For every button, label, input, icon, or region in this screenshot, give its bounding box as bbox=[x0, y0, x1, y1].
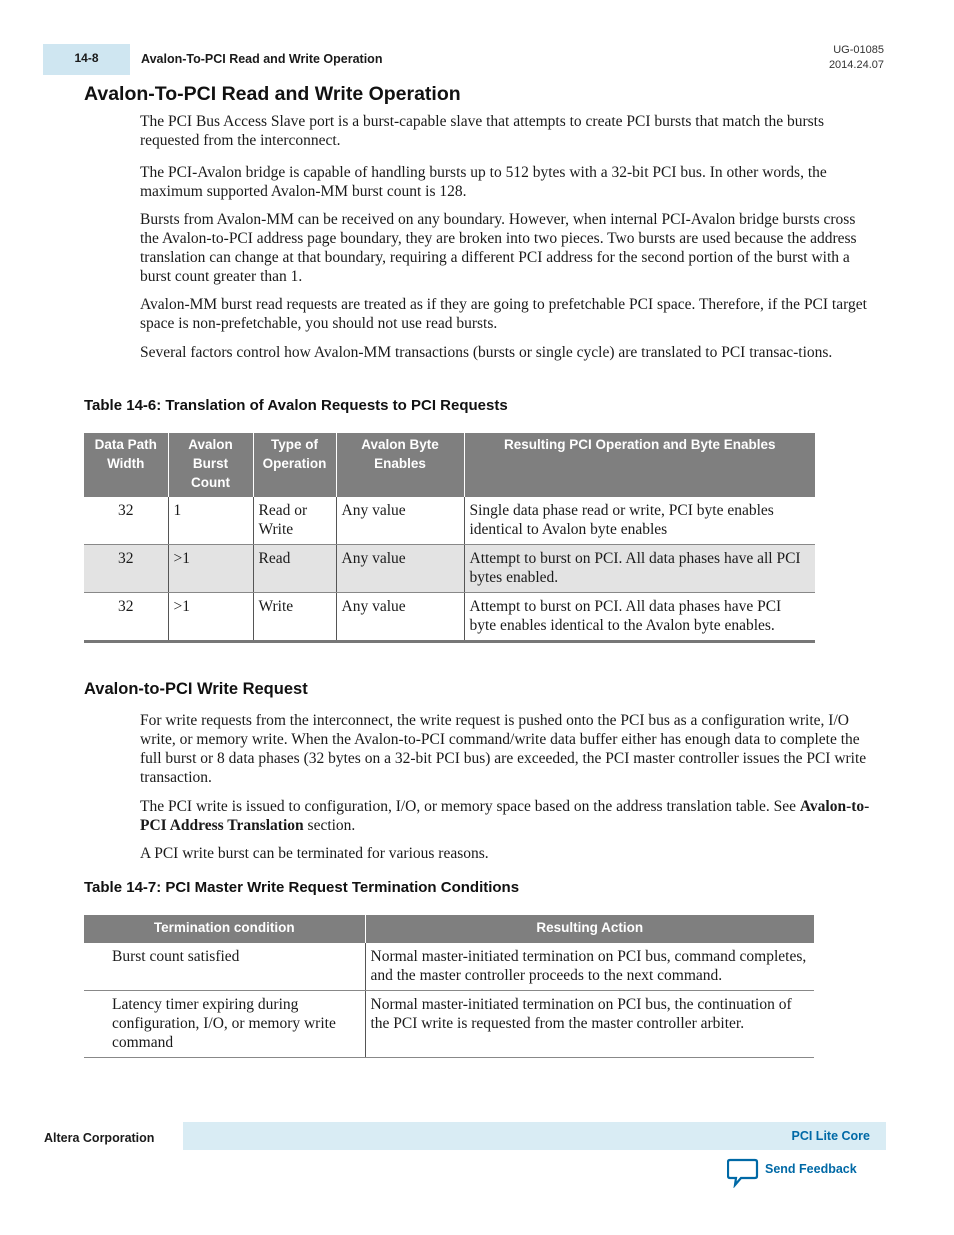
table-cell: Read or Write bbox=[253, 497, 336, 545]
footer-band bbox=[183, 1122, 886, 1150]
column-header: Resulting PCI Operation and Byte Enables bbox=[464, 433, 815, 497]
table-cell: Normal master-initiated termination on PCI bus, the continuation of the PCI write is requested from the master controller arbiter. bbox=[365, 991, 814, 1058]
paragraph: The PCI-Avalon bridge is capable of handling bursts up to 512 bytes with a 32-bit PCI bus. In other words, the maximum supported Avalon-MM burst count is 128. bbox=[140, 164, 827, 200]
speech-bubble-icon[interactable] bbox=[727, 1158, 759, 1188]
paragraph: A PCI write burst can be terminated for various reasons. bbox=[140, 845, 489, 862]
paragraph: Several factors control how Avalon-MM transactions (bursts or single cycle) are translated to PCI transac-tions. bbox=[140, 344, 833, 361]
column-header: Avalon Byte Enables bbox=[336, 433, 464, 497]
table-cell: Attempt to burst on PCI. All data phases have all PCI bytes enabled. bbox=[464, 545, 815, 593]
paragraph: For write requests from the interconnect, the write request is pushed onto the PCI bus as a configuration write, I/O write, or memory write. When the Avalon-to-PCI command/write data buffer either has enough data to complete the full burst or 8 data phases (32 bytes on a 32-bit PCI bus) are exceeded, the PCI master controller issues the PCI write transaction. bbox=[140, 712, 867, 786]
table-cell: Single data phase read or write, PCI byte enables identical to Avalon byte enables bbox=[464, 497, 815, 545]
table-cell: Burst count satisfied bbox=[84, 943, 365, 991]
table-cell: Any value bbox=[336, 593, 464, 642]
table-cell: Any value bbox=[336, 545, 464, 593]
column-header: Type of Operation bbox=[253, 433, 336, 497]
table-cell: Read bbox=[253, 545, 336, 593]
table-cell: Normal master-initiated termination on PCI bus, command completes, and the master controller proceeds to the next command. bbox=[365, 943, 814, 991]
column-header: Avalon Burst Count bbox=[168, 433, 253, 497]
table-cell: >1 bbox=[168, 593, 253, 642]
doc-id: UG-01085 bbox=[833, 44, 884, 56]
column-header: Resulting Action bbox=[365, 915, 814, 943]
table-row bbox=[84, 593, 815, 642]
running-title: Avalon-To-PCI Read and Write Operation bbox=[141, 52, 383, 66]
page-number: 14-8 bbox=[74, 51, 99, 65]
table-cell: >1 bbox=[168, 545, 253, 593]
send-feedback-link[interactable]: Send Feedback bbox=[765, 1162, 857, 1176]
table-caption: Table 14-6: Translation of Avalon Requests to PCI Requests bbox=[84, 397, 508, 414]
table-cell: Any value bbox=[336, 497, 464, 545]
section-title: Avalon-To-PCI Read and Write Operation bbox=[84, 83, 461, 105]
doc-date: 2014.24.07 bbox=[828, 59, 884, 71]
table-row bbox=[84, 497, 815, 545]
table-header-row bbox=[84, 433, 815, 497]
text-run: section. bbox=[303, 817, 356, 834]
table-row bbox=[84, 943, 814, 991]
table-cell: Write bbox=[253, 593, 336, 642]
avalon-pci-translation-table bbox=[84, 433, 815, 643]
table-cell: 32 bbox=[84, 497, 168, 545]
footer-company: Altera Corporation bbox=[44, 1131, 155, 1145]
table-row bbox=[84, 545, 815, 593]
cross-reference-link[interactable]: Avalon-to-PCI Address Translation bbox=[140, 798, 870, 834]
table-row bbox=[84, 991, 814, 1058]
footer-doc-title[interactable]: PCI Lite Core bbox=[791, 1129, 870, 1143]
table-cell: 32 bbox=[84, 545, 168, 593]
table-cell: Latency timer expiring during configuration, I/O, or memory write command bbox=[84, 991, 365, 1058]
subsection-title: Avalon-to-PCI Write Request bbox=[84, 680, 308, 698]
table-header-row bbox=[84, 915, 814, 943]
termination-conditions-table bbox=[84, 915, 814, 1058]
paragraph bbox=[140, 797, 875, 835]
table-cell: Attempt to burst on PCI. All data phases have PCI byte enables identical to the Avalon byte enables. bbox=[464, 593, 815, 642]
table-caption: Table 14-7: PCI Master Write Request Termination Conditions bbox=[84, 879, 520, 896]
column-header: Data Path Width bbox=[84, 433, 168, 497]
text-run: The PCI write is issued to configuration, I/O, or memory space based on the address translation table. See bbox=[140, 798, 800, 815]
paragraph: Bursts from Avalon-MM can be received on any boundary. However, when internal PCI-Avalon bridge bursts cross the Avalon-to-PCI address page boundary, they are broken into two pieces. Two bursts are used because the address translation can change at that boundary, requiring a different PCI address for the second portion of the burst with a burst count greater than 1. bbox=[140, 211, 857, 285]
doc-identifier bbox=[829, 43, 884, 73]
column-header: Termination condition bbox=[84, 915, 365, 943]
table-cell: 32 bbox=[84, 593, 168, 642]
table-cell: 1 bbox=[168, 497, 253, 545]
paragraph: Avalon-MM burst read requests are treated as if they are going to prefetchable PCI space. Therefore, if the PCI target space is non-prefetchable, you should not use read bursts. bbox=[140, 296, 867, 332]
paragraph: The PCI Bus Access Slave port is a burst-capable slave that attempts to create PCI bursts that match the bursts requested from the interconnect. bbox=[140, 113, 824, 149]
